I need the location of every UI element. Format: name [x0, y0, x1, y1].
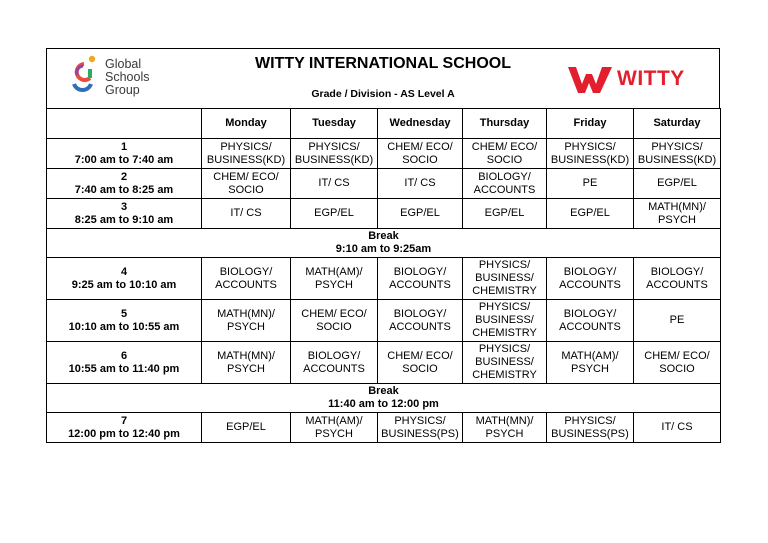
subject-cell: BIOLOGY/ ACCOUNTS — [291, 342, 378, 384]
period-row — [47, 139, 721, 169]
period-row — [47, 413, 721, 443]
subject-cell: BIOLOGY/ ACCOUNTS — [378, 258, 463, 300]
day-header: Thursday — [463, 109, 547, 139]
subject-cell: MATH(MN)/ PSYCH — [463, 413, 547, 443]
subject-cell: EGP/EL — [202, 413, 291, 443]
corner-cell — [47, 109, 202, 139]
subject-cell: IT/ CS — [634, 413, 721, 443]
subject-cell: BIOLOGY/ ACCOUNTS — [547, 258, 634, 300]
period-row — [47, 169, 721, 199]
page-title: WITTY INTERNATIONAL SCHOOL — [255, 55, 511, 72]
period-row — [47, 199, 721, 229]
subject-cell: BIOLOGY/ ACCOUNTS — [634, 258, 721, 300]
subject-cell: MATH(AM)/ PSYCH — [291, 258, 378, 300]
subject-cell: PHYSICS/ BUSINESS(PS) — [547, 413, 634, 443]
subject-cell: BIOLOGY/ ACCOUNTS — [463, 169, 547, 199]
break-row — [47, 384, 721, 413]
subject-cell: MATH(MN)/ PSYCH — [634, 199, 721, 229]
subject-cell: PHYSICS/ BUSINESS/ CHEMISTRY — [463, 258, 547, 300]
witty-logo — [568, 67, 698, 95]
witty-w-icon — [568, 67, 612, 93]
subject-cell: MATH(MN)/ PSYCH — [202, 300, 291, 342]
period-row — [47, 258, 721, 300]
org-name: Global Schools Group — [105, 57, 150, 97]
break-row — [47, 229, 721, 258]
subject-cell: MATH(AM)/ PSYCH — [291, 413, 378, 443]
subject-cell: MATH(AM)/ PSYCH — [547, 342, 634, 384]
break-label: Break 9:10 am to 9:25am — [47, 229, 721, 258]
day-header: Wednesday — [378, 109, 463, 139]
grade-division: Grade / Division - AS Level A — [311, 88, 455, 100]
period-row — [47, 300, 721, 342]
subject-cell: PHYSICS/ BUSINESS(PS) — [378, 413, 463, 443]
header-row — [47, 109, 721, 139]
period-label: 1 7:00 am to 7:40 am — [47, 139, 202, 169]
period-label: 5 10:10 am to 10:55 am — [47, 300, 202, 342]
period-label: 3 8:25 am to 9:10 am — [47, 199, 202, 229]
day-header: Tuesday — [291, 109, 378, 139]
subject-cell: PHYSICS/ BUSINESS/ CHEMISTRY — [463, 342, 547, 384]
subject-cell: EGP/EL — [634, 169, 721, 199]
subject-cell: PHYSICS/ BUSINESS/ CHEMISTRY — [463, 300, 547, 342]
subject-cell: PHYSICS/ BUSINESS(KD) — [202, 139, 291, 169]
timetable-sheet — [46, 48, 720, 443]
subject-cell: BIOLOGY/ ACCOUNTS — [378, 300, 463, 342]
subject-cell: BIOLOGY/ ACCOUNTS — [547, 300, 634, 342]
subject-cell: CHEM/ ECO/ SOCIO — [634, 342, 721, 384]
subject-cell: CHEM/ ECO/ SOCIO — [378, 139, 463, 169]
day-header: Saturday — [634, 109, 721, 139]
subject-cell: CHEM/ ECO/ SOCIO — [291, 300, 378, 342]
subject-cell: EGP/EL — [547, 199, 634, 229]
subject-cell: MATH(MN)/ PSYCH — [202, 342, 291, 384]
subject-cell: BIOLOGY/ ACCOUNTS — [202, 258, 291, 300]
period-label: 4 9:25 am to 10:10 am — [47, 258, 202, 300]
subject-cell: PE — [634, 300, 721, 342]
subject-cell: PHYSICS/ BUSINESS(KD) — [547, 139, 634, 169]
timetable — [46, 108, 721, 443]
subject-cell: PHYSICS/ BUSINESS(KD) — [291, 139, 378, 169]
day-header: Friday — [547, 109, 634, 139]
subject-cell: IT/ CS — [291, 169, 378, 199]
subject-cell: CHEM/ ECO/ SOCIO — [202, 169, 291, 199]
subject-cell: PE — [547, 169, 634, 199]
period-label: 6 10:55 am to 11:40 pm — [47, 342, 202, 384]
period-row — [47, 342, 721, 384]
header — [46, 48, 720, 108]
day-header: Monday — [202, 109, 291, 139]
subject-cell: EGP/EL — [291, 199, 378, 229]
subject-cell: IT/ CS — [378, 169, 463, 199]
subject-cell: PHYSICS/ BUSINESS(KD) — [634, 139, 721, 169]
subject-cell: IT/ CS — [202, 199, 291, 229]
period-label: 7 12:00 pm to 12:40 pm — [47, 413, 202, 443]
period-label: 2 7:40 am to 8:25 am — [47, 169, 202, 199]
subject-cell: EGP/EL — [463, 199, 547, 229]
subject-cell: CHEM/ ECO/ SOCIO — [378, 342, 463, 384]
subject-cell: EGP/EL — [378, 199, 463, 229]
subject-cell: CHEM/ ECO/ SOCIO — [463, 139, 547, 169]
witty-brand-text: WITTY — [617, 67, 685, 90]
break-label: Break 11:40 am to 12:00 pm — [47, 384, 721, 413]
